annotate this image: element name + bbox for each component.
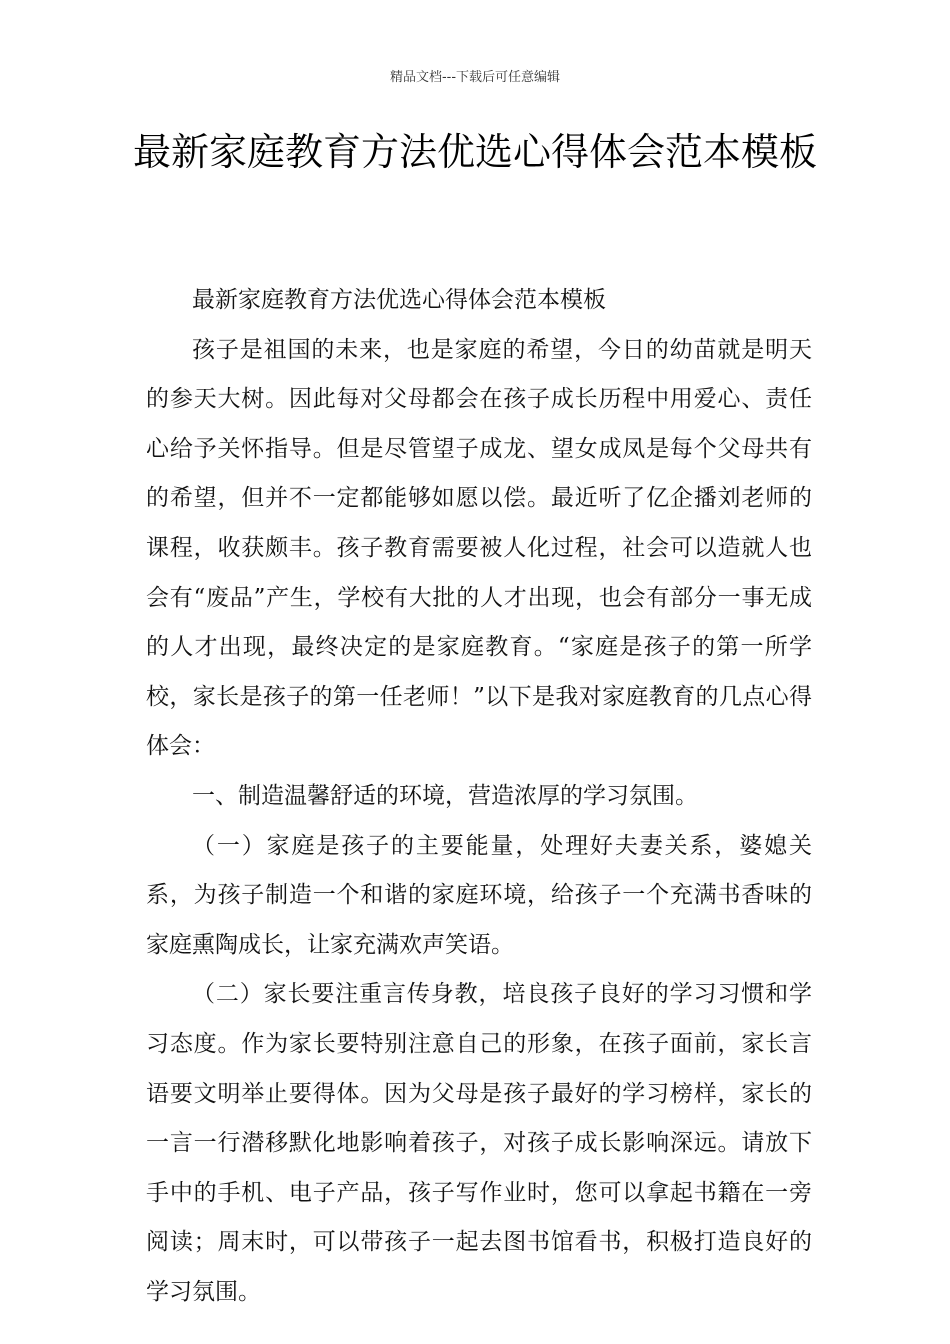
paragraph-section-heading: 一、制造温馨舒适的环境，营造浓厚的学习氛围。 — [192, 782, 698, 809]
document-body — [146, 276, 812, 1317]
paragraph-intro: 孩子是祖国的未来，也是家庭的希望，今日的幼苗就是明天的参天大树。因此每对父母都会在孩子成长历程中用爱心、责任心给予关怀指导。但是尽管望子成龙、望女成凤是每个父母共有的希望，但并不一定都能够如愿以偿。最近听了亿企播刘老师的课程，收获颇丰。孩子教育需要被人化过程，社会可以造就人也会有“废品”产生，学校有大批的人才出现，也会有部分一事无成的人才出现，最终决定的是家庭教育。“家庭是孩子的第一所学校，家长是孩子的第一任老师！”以下是我对家庭教育的几点心得体会： — [146, 336, 812, 760]
page-header: 精品文档---下载后可任意编辑 — [389, 70, 561, 85]
paragraph-point-one: （一）家庭是孩子的主要能量，处理好夫妻关系，婆媳关系，为孩子制造一个和谐的家庭环境，给孩子一个充满书香味的家庭熏陶成长，让家充满欢声笑语。 — [146, 832, 812, 958]
paragraph-point-two: （二）家长要注重言传身教，培良孩子良好的学习习惯和学习态度。作为家长要特别注意自己的形象，在孩子面前，家长言语要文明举止要得体。因为父母是孩子最好的学习榜样，家长的一言一行潜移默化地影响着孩子，对孩子成长影响深远。请放下手中的手机、电子产品，孩子写作业时，您可以拿起书籍在一旁阅读；周末时，可以带孩子一起去图书馆看书，积极打造良好的学习氛围。 — [146, 981, 812, 1305]
document-title: 最新家庭教育方法优选心得体会范本模板 — [132, 130, 817, 174]
paragraph-subtitle: 最新家庭教育方法优选心得体会范本模板 — [192, 287, 606, 313]
